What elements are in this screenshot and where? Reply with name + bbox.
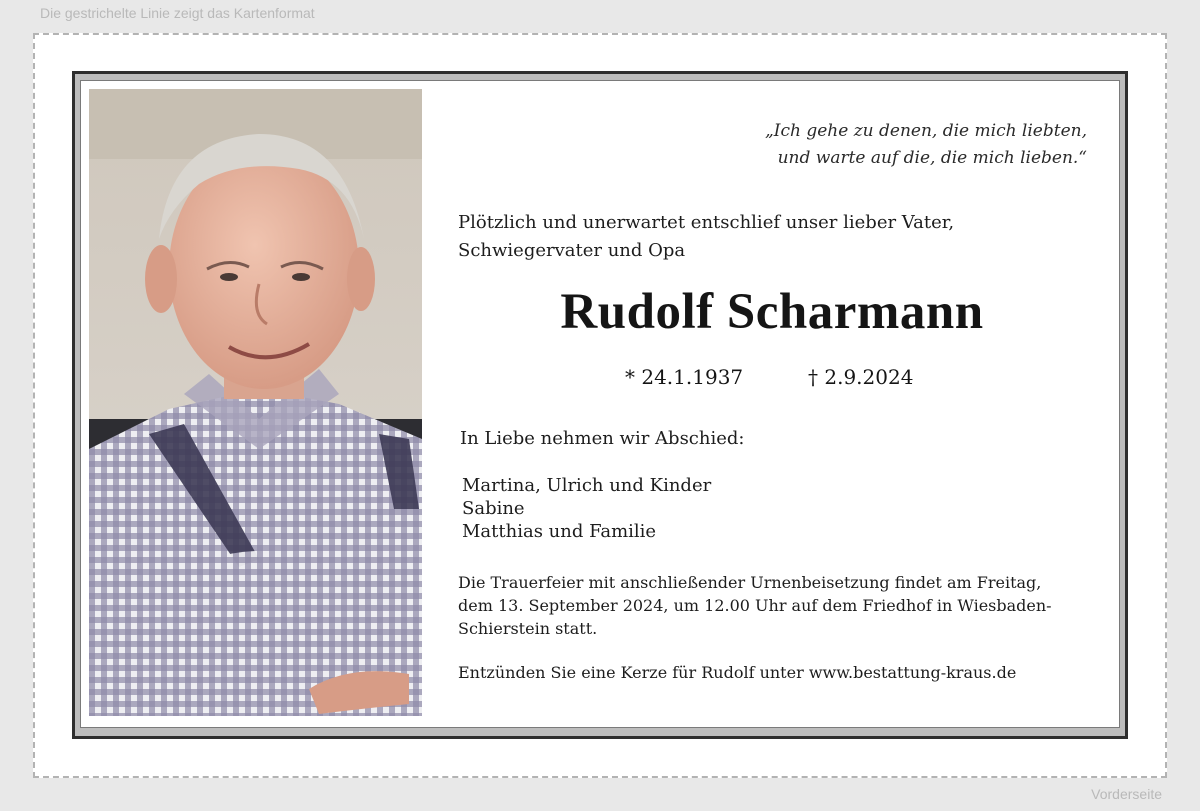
service-line-3: Schierstein statt. xyxy=(458,619,598,638)
portrait-photo xyxy=(89,89,422,716)
birth-date: * 24.1.1937 xyxy=(625,365,744,389)
announcement-line-2: Schwiegervater und Opa xyxy=(458,240,686,261)
side-label-front: Vorderseite xyxy=(1091,786,1162,802)
mourners-list xyxy=(462,474,711,543)
card-format-hint: Die gestrichelte Linie zeigt das Kartenformat xyxy=(40,5,315,21)
funeral-service-info xyxy=(458,571,1052,640)
quote-line-2: und warte auf die, die mich lieben.“ xyxy=(777,148,1087,168)
death-announcement xyxy=(458,209,954,265)
announcement-line-1: Plötzlich und unerwartet entschlief unser lieber Vater, xyxy=(458,212,955,233)
death-date: † 2.9.2024 xyxy=(808,365,914,389)
farewell-heading: In Liebe nehmen wir Abschied: xyxy=(460,428,745,449)
candle-website-note: Entzünden Sie eine Kerze für Rudolf unter www.bestattung-kraus.de xyxy=(458,663,1017,682)
deceased-name: Rudolf Scharmann xyxy=(560,284,984,340)
memorial-quote xyxy=(765,118,1087,172)
mourner-entry: Matthias und Familie xyxy=(462,521,657,542)
service-line-2: dem 13. September 2024, um 12.00 Uhr auf dem Friedhof in Wiesbaden- xyxy=(458,596,1052,615)
quote-line-1: „Ich gehe zu denen, die mich liebten, xyxy=(764,121,1087,141)
service-line-1: Die Trauerfeier mit anschließender Urnenbeisetzung findet am Freitag, xyxy=(458,573,1042,592)
mourner-entry: Martina, Ulrich und Kinder xyxy=(462,475,712,496)
mourner-entry: Sabine xyxy=(462,498,525,519)
